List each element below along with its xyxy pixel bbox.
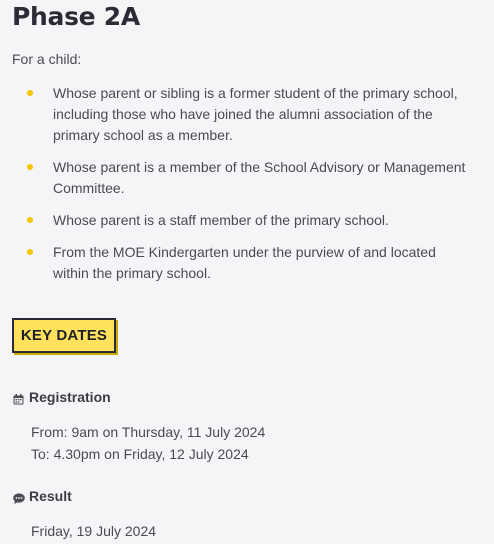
result-heading bbox=[13, 488, 72, 504]
bullet-icon bbox=[27, 164, 33, 170]
bullet-icon bbox=[27, 217, 33, 223]
registration-label: Registration bbox=[29, 389, 111, 405]
intro-text: For a child: bbox=[12, 51, 82, 67]
criteria-list bbox=[25, 83, 475, 295]
registration-heading bbox=[13, 389, 111, 405]
criteria-text: Whose parent is a staff member of the primary school. bbox=[53, 212, 389, 228]
list-item bbox=[25, 210, 475, 231]
criteria-text: Whose parent is a member of the School Advisory or Management Committee. bbox=[53, 159, 466, 196]
registration-from: From: 9am on Thursday, 11 July 2024 bbox=[31, 424, 266, 440]
calendar-icon bbox=[13, 392, 24, 403]
result-label: Result bbox=[29, 488, 72, 504]
key-dates-badge: KEY DATES bbox=[12, 318, 116, 353]
bullet-icon bbox=[27, 249, 33, 255]
bullet-icon bbox=[27, 90, 33, 96]
criteria-text: Whose parent or sibling is a former student of the primary school, including those who have joined the alumni association of the primary school as a member. bbox=[53, 85, 458, 143]
list-item bbox=[25, 242, 475, 284]
result-date: Friday, 19 July 2024 bbox=[31, 523, 157, 539]
list-item bbox=[25, 83, 475, 146]
speech-bubble-icon bbox=[13, 491, 24, 502]
registration-dates bbox=[31, 421, 265, 465]
page-title: Phase 2A bbox=[12, 2, 140, 31]
registration-to: To: 4.30pm on Friday, 12 July 2024 bbox=[31, 446, 249, 462]
list-item bbox=[25, 157, 475, 199]
criteria-text: From the MOE Kindergarten under the purview of and located within the primary school. bbox=[53, 244, 436, 281]
